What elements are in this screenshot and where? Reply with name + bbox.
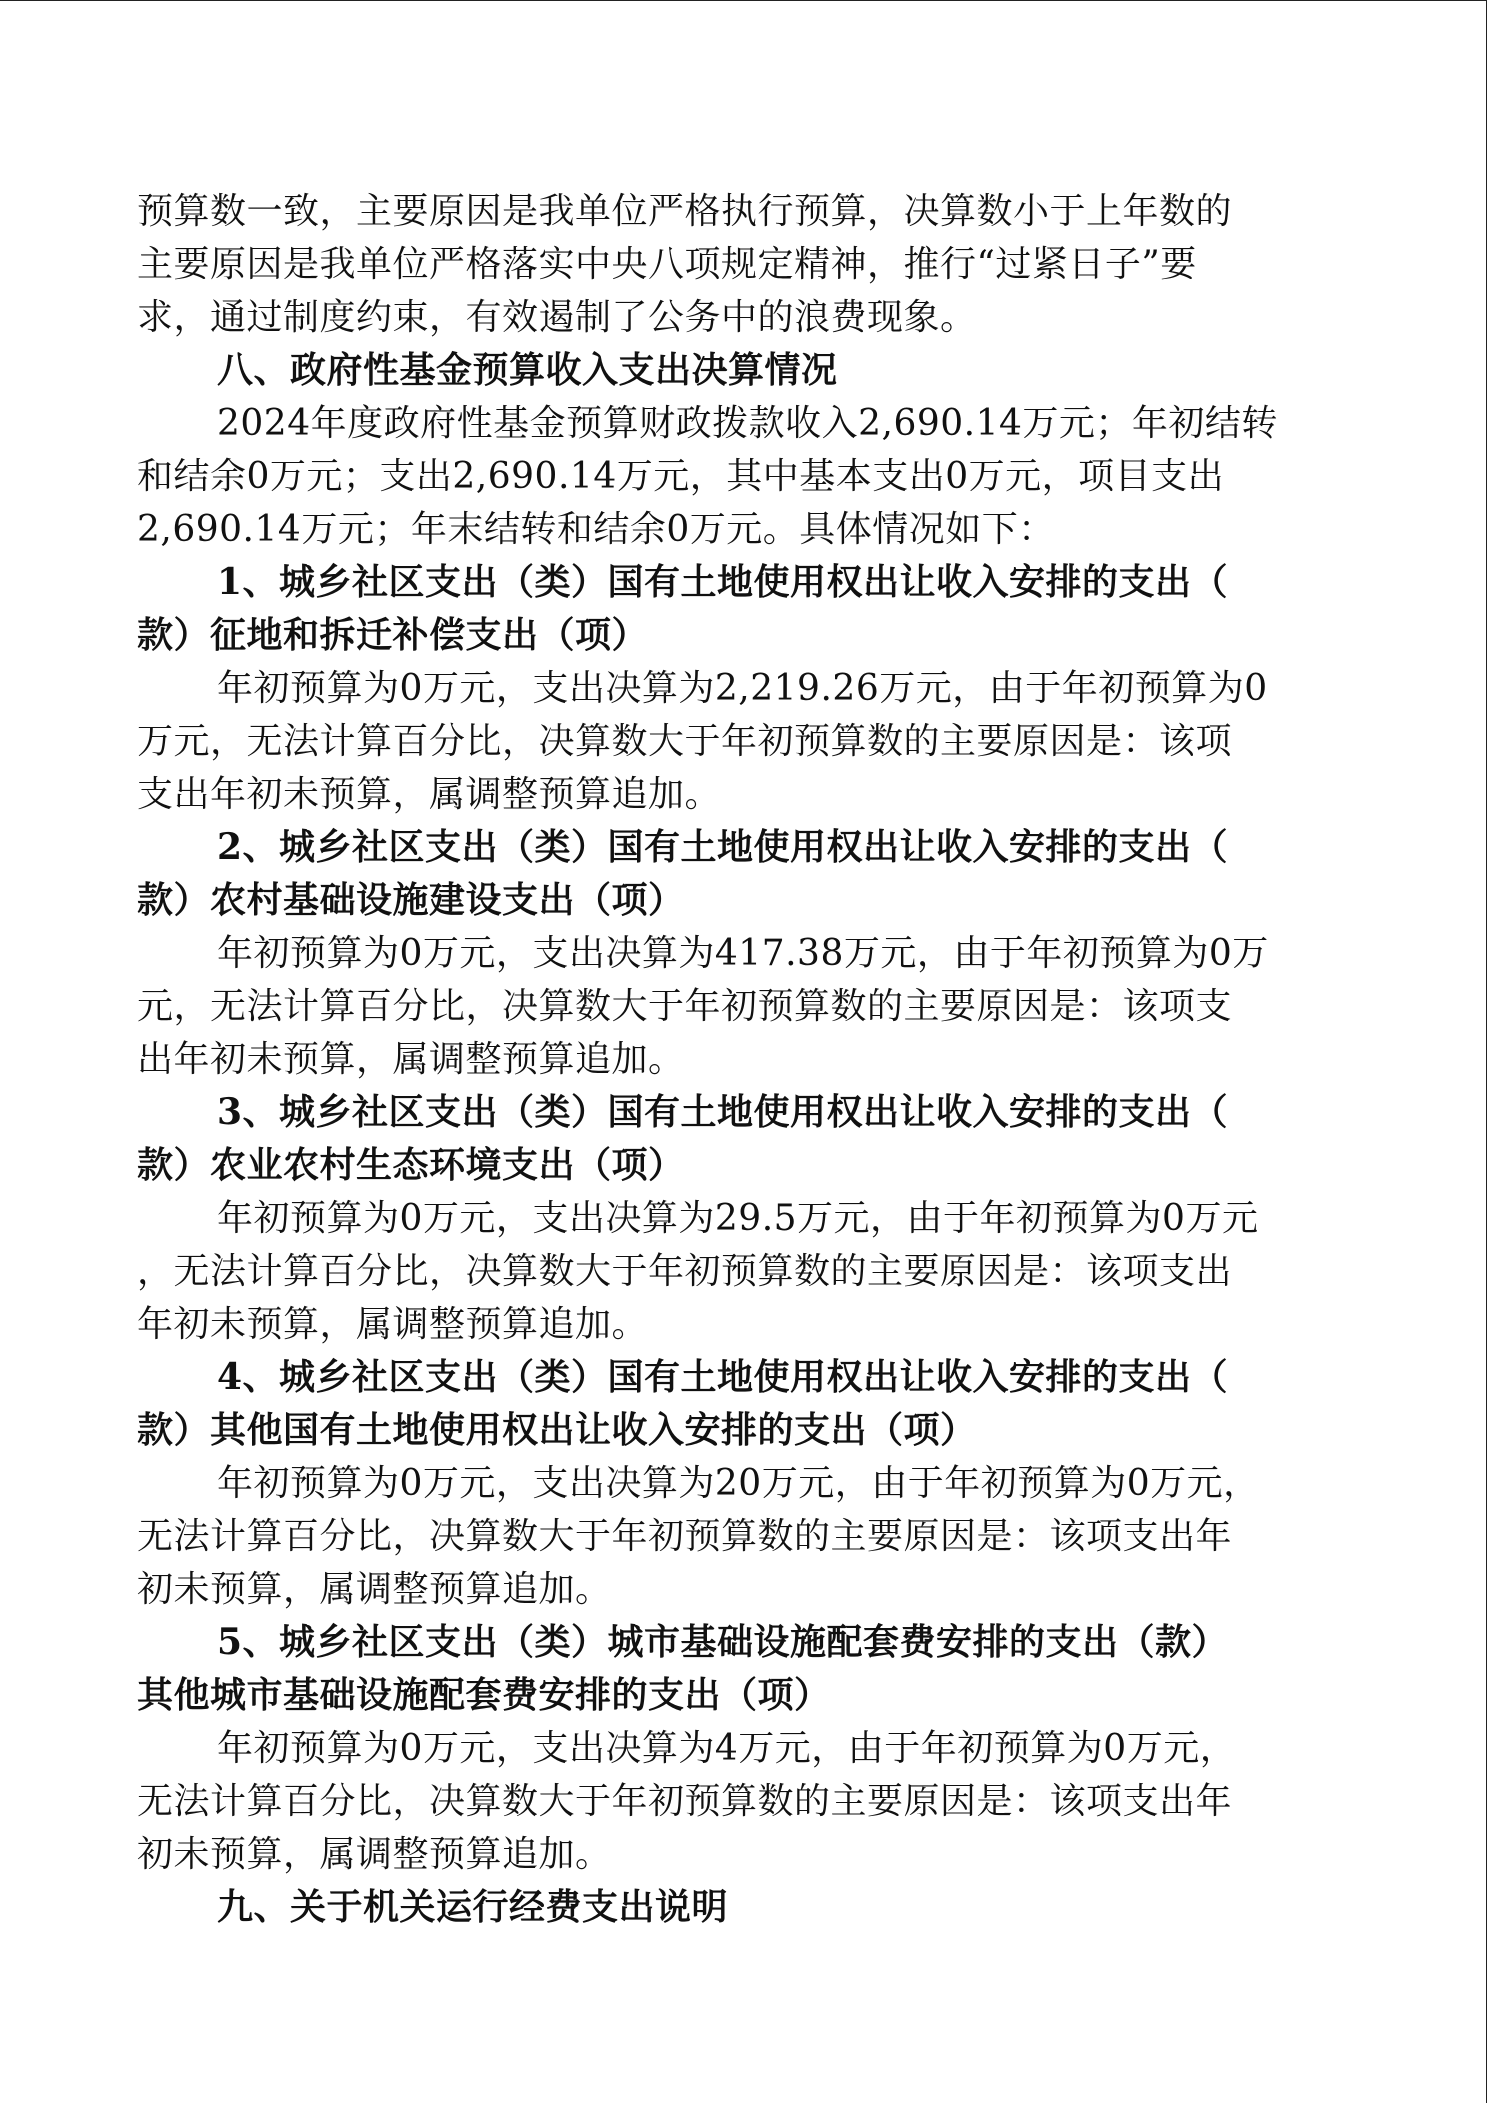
paragraph-line: 和结余0万元；支出2,690.14万元，其中基本支出0万元，项目支出 <box>137 456 1225 497</box>
paragraph-line: ，无法计算百分比，决算数大于年初预算数的主要原因是：该项支出 <box>137 1251 1233 1292</box>
paragraph-line: 年初预算为0万元，支出决算为4万元，由于年初预算为0万元， <box>217 1728 1237 1769</box>
paragraph-line: 求，通过制度约束，有效遏制了公务中的浪费现象。 <box>137 297 977 338</box>
section-heading-line: 八、政府性基金预算收入支出决算情况 <box>217 349 838 391</box>
section-heading-line: 5、城乡社区支出（类）城市基础设施配套费安排的支出（款） <box>217 1621 1229 1663</box>
section-heading-line: 4、城乡社区支出（类）国有土地使用权出让收入安排的支出（ <box>217 1356 1229 1398</box>
paragraph-line: 年初预算为0万元，支出决算为20万元，由于年初预算为0万元， <box>217 1463 1260 1504</box>
section-heading-line: 1、城乡社区支出（类）国有土地使用权出让收入安排的支出（ <box>217 561 1229 603</box>
paragraph-line: 年初未预算，属调整预算追加。 <box>137 1304 649 1345</box>
paragraph-line: 主要原因是我单位严格落实中央八项规定精神，推行“过紧日子”要 <box>137 244 1197 285</box>
section-heading-line: 款）征地和拆迁补偿支出（项） <box>137 614 649 656</box>
section-heading-line: 款）其他国有土地使用权出让收入安排的支出（项） <box>137 1409 977 1451</box>
section-heading-line: 其他城市基础设施配套费安排的支出（项） <box>137 1674 831 1716</box>
section-heading-line: 2、城乡社区支出（类）国有土地使用权出让收入安排的支出（ <box>217 826 1229 868</box>
paragraph-line: 2024年度政府性基金预算财政拨款收入2,690.14万元；年初结转 <box>217 403 1278 444</box>
paragraph-line: 元，无法计算百分比，决算数大于年初预算数的主要原因是：该项支 <box>137 986 1233 1027</box>
section-heading-line: 款）农村基础设施建设支出（项） <box>137 879 685 921</box>
paragraph-line: 无法计算百分比，决算数大于年初预算数的主要原因是：该项支出年 <box>137 1781 1233 1822</box>
paragraph-line: 出年初未预算，属调整预算追加。 <box>137 1039 685 1080</box>
paragraph-line: 初未预算，属调整预算追加。 <box>137 1569 612 1610</box>
paragraph-line: 万元，无法计算百分比，决算数大于年初预算数的主要原因是：该项 <box>137 721 1233 762</box>
paragraph-line: 无法计算百分比，决算数大于年初预算数的主要原因是：该项支出年 <box>137 1516 1233 1557</box>
paragraph-line: 支出年初未预算，属调整预算追加。 <box>137 774 722 815</box>
paragraph-line: 年初预算为0万元，支出决算为2,219.26万元，由于年初预算为0 <box>217 668 1268 709</box>
paragraph-line: 初未预算，属调整预算追加。 <box>137 1834 612 1875</box>
paragraph-line: 年初预算为0万元，支出决算为29.5万元，由于年初预算为0万元 <box>217 1198 1259 1239</box>
section-heading-line: 款）农业农村生态环境支出（项） <box>137 1144 685 1186</box>
document-body <box>137 185 1337 1934</box>
paragraph-line: 年初预算为0万元，支出决算为417.38万元，由于年初预算为0万 <box>217 933 1269 974</box>
section-heading-line: 3、城乡社区支出（类）国有土地使用权出让收入安排的支出（ <box>217 1091 1229 1133</box>
paragraph-line: 2,690.14万元；年末结转和结余0万元。具体情况如下： <box>137 509 1055 550</box>
paragraph-line: 预算数一致，主要原因是我单位严格执行预算，决算数小于上年数的 <box>137 191 1233 232</box>
section-heading-line: 九、关于机关运行经费支出说明 <box>217 1886 729 1928</box>
